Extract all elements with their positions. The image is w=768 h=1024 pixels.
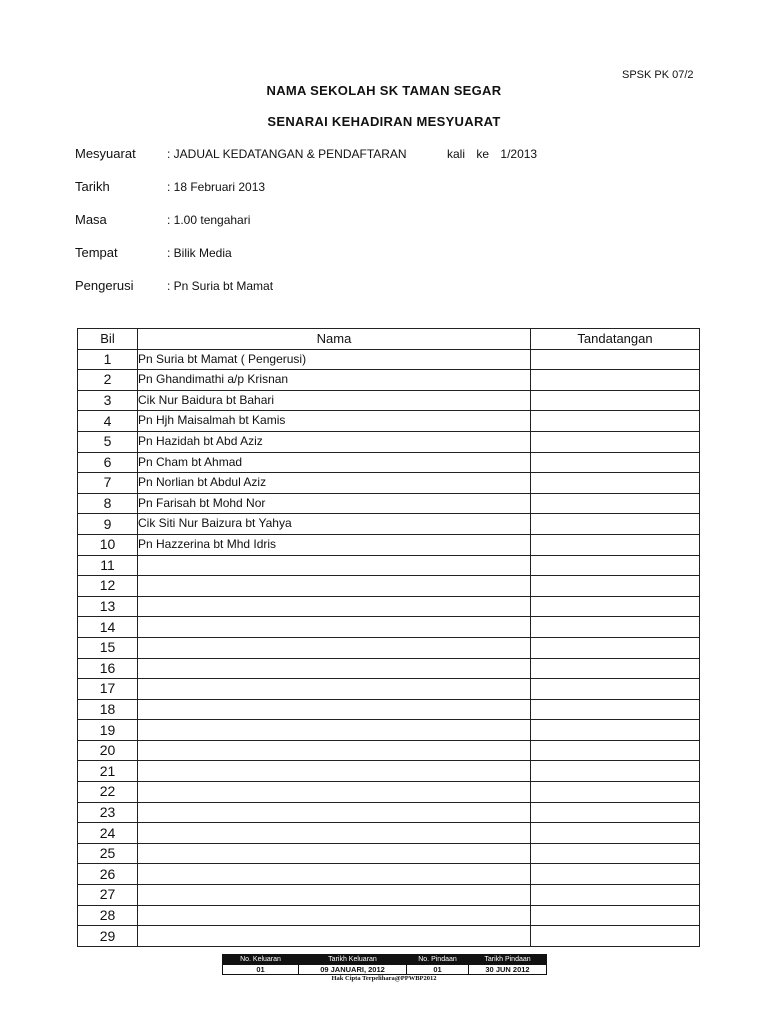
row-signature[interactable] <box>531 617 700 638</box>
row-signature[interactable] <box>531 864 700 885</box>
row-signature[interactable] <box>531 823 700 844</box>
venue-label: Tempat <box>75 245 118 260</box>
row-number: 20 <box>78 740 138 761</box>
table-row <box>78 885 700 906</box>
row-name <box>138 864 531 885</box>
table-row <box>78 431 700 452</box>
row-number: 8 <box>78 493 138 514</box>
table-row <box>78 843 700 864</box>
ke-label: ke <box>476 147 490 161</box>
chair-label: Pengerusi <box>75 278 134 293</box>
table-row <box>78 411 700 432</box>
row-number: 17 <box>78 679 138 700</box>
row-name: Cik Nur Baidura bt Bahari <box>138 390 531 411</box>
table-row <box>78 926 700 947</box>
attendance-table <box>77 328 700 947</box>
revision-value-row <box>223 965 547 975</box>
row-name <box>138 823 531 844</box>
table-row <box>78 740 700 761</box>
row-name <box>138 637 531 658</box>
table-row <box>78 493 700 514</box>
form-title: SENARAI KEHADIRAN MESYUARAT <box>267 114 501 129</box>
school-title: NAMA SEKOLAH SK TAMAN SEGAR <box>266 83 502 98</box>
row-number: 6 <box>78 452 138 473</box>
table-row <box>78 699 700 720</box>
table-row <box>78 473 700 494</box>
meeting-label: Mesyuarat <box>75 146 136 161</box>
row-name <box>138 617 531 638</box>
row-name <box>138 699 531 720</box>
row-signature[interactable] <box>531 390 700 411</box>
ke-value: 1/2013 <box>500 147 538 161</box>
row-signature[interactable] <box>531 720 700 741</box>
amendment-date-value: 30 JUN 2012 <box>469 965 547 975</box>
table-row <box>78 905 700 926</box>
issue-date-value: 09 JANUARI, 2012 <box>299 965 407 975</box>
row-name: Pn Hjh Maisalmah bt Kamis <box>138 411 531 432</box>
row-name <box>138 596 531 617</box>
amendment-date-header: Tarikh Pindaan <box>469 955 547 965</box>
row-number: 5 <box>78 431 138 452</box>
amendment-no-header: No. Pindaan <box>407 955 469 965</box>
table-row <box>78 452 700 473</box>
row-signature[interactable] <box>531 679 700 700</box>
row-number: 28 <box>78 905 138 926</box>
row-signature[interactable] <box>531 473 700 494</box>
header-bil: Bil <box>78 329 138 350</box>
row-number: 7 <box>78 473 138 494</box>
issue-no-header: No. Keluaran <box>223 955 299 965</box>
row-signature[interactable] <box>531 493 700 514</box>
row-signature[interactable] <box>531 658 700 679</box>
copyright-notice: Hak Cipta Terpelihara@PPWBP2012 <box>331 975 437 982</box>
row-signature[interactable] <box>531 596 700 617</box>
table-row <box>78 534 700 555</box>
table-row <box>78 596 700 617</box>
header-nama: Nama <box>138 329 531 350</box>
row-name: Pn Suria bt Mamat ( Pengerusi) <box>138 349 531 370</box>
table-row <box>78 782 700 803</box>
row-name: Pn Ghandimathi a/p Krisnan <box>138 370 531 391</box>
row-number: 10 <box>78 534 138 555</box>
row-number: 19 <box>78 720 138 741</box>
time-label: Masa <box>75 212 107 227</box>
time-value: : 1.00 tengahari <box>167 213 251 227</box>
row-number: 15 <box>78 637 138 658</box>
row-signature[interactable] <box>531 411 700 432</box>
row-signature[interactable] <box>531 431 700 452</box>
row-number: 1 <box>78 349 138 370</box>
row-signature[interactable] <box>531 576 700 597</box>
revision-header-row <box>223 955 547 965</box>
table-row <box>78 576 700 597</box>
row-signature[interactable] <box>531 782 700 803</box>
row-number: 24 <box>78 823 138 844</box>
row-number: 16 <box>78 658 138 679</box>
row-name: Cik Siti Nur Baizura bt Yahya <box>138 514 531 535</box>
revision-table <box>222 954 547 975</box>
table-row <box>78 720 700 741</box>
row-signature[interactable] <box>531 802 700 823</box>
table-row <box>78 761 700 782</box>
table-row <box>78 349 700 370</box>
row-signature[interactable] <box>531 885 700 906</box>
table-row <box>78 555 700 576</box>
meeting-value: : JADUAL KEDATANGAN & PENDAFTARAN <box>167 147 407 161</box>
row-number: 22 <box>78 782 138 803</box>
row-signature[interactable] <box>531 843 700 864</box>
table-row <box>78 617 700 638</box>
table-row <box>78 514 700 535</box>
row-signature[interactable] <box>531 370 700 391</box>
table-row <box>78 658 700 679</box>
date-label: Tarikh <box>75 179 110 194</box>
row-signature[interactable] <box>531 699 700 720</box>
table-row <box>78 637 700 658</box>
row-name <box>138 740 531 761</box>
table-row <box>78 390 700 411</box>
row-signature[interactable] <box>531 740 700 761</box>
row-name <box>138 905 531 926</box>
row-name: Pn Cham bt Ahmad <box>138 452 531 473</box>
table-row <box>78 823 700 844</box>
row-name: Pn Norlian bt Abdul Aziz <box>138 473 531 494</box>
row-number: 23 <box>78 802 138 823</box>
row-signature[interactable] <box>531 452 700 473</box>
meeting-count <box>447 145 545 163</box>
row-name <box>138 679 531 700</box>
row-name: Pn Hazidah bt Abd Aziz <box>138 431 531 452</box>
kali-label: kali <box>447 147 466 161</box>
row-number: 3 <box>78 390 138 411</box>
row-name <box>138 720 531 741</box>
row-signature[interactable] <box>531 905 700 926</box>
row-number: 2 <box>78 370 138 391</box>
row-signature[interactable] <box>531 349 700 370</box>
row-number: 12 <box>78 576 138 597</box>
row-number: 14 <box>78 617 138 638</box>
row-signature[interactable] <box>531 514 700 535</box>
table-row <box>78 802 700 823</box>
row-name <box>138 555 531 576</box>
row-number: 4 <box>78 411 138 432</box>
row-name <box>138 658 531 679</box>
table-row <box>78 370 700 391</box>
row-number: 26 <box>78 864 138 885</box>
row-name <box>138 761 531 782</box>
row-name <box>138 843 531 864</box>
row-number: 13 <box>78 596 138 617</box>
row-name <box>138 782 531 803</box>
row-name <box>138 802 531 823</box>
chair-value: : Pn Suria bt Mamat <box>167 279 274 293</box>
row-signature[interactable] <box>531 637 700 658</box>
row-number: 21 <box>78 761 138 782</box>
header-tandatangan: Tandatangan <box>531 329 700 350</box>
document-code: SPSK PK 07/2 <box>622 69 694 81</box>
table-header-row <box>78 329 700 350</box>
row-name <box>138 885 531 906</box>
amendment-no-value: 01 <box>407 965 469 975</box>
issue-date-header: Tarikh Keluaran <box>299 955 407 965</box>
row-number: 27 <box>78 885 138 906</box>
row-name <box>138 926 531 947</box>
row-signature[interactable] <box>531 761 700 782</box>
row-signature[interactable] <box>531 555 700 576</box>
row-name <box>138 576 531 597</box>
table-row <box>78 864 700 885</box>
row-name: Pn Hazzerina bt Mhd Idris <box>138 534 531 555</box>
row-number: 18 <box>78 699 138 720</box>
row-name: Pn Farisah bt Mohd Nor <box>138 493 531 514</box>
row-signature[interactable] <box>531 926 700 947</box>
venue-value: : Bilik Media <box>167 246 232 260</box>
row-number: 9 <box>78 514 138 535</box>
row-number: 25 <box>78 843 138 864</box>
table-row <box>78 679 700 700</box>
row-signature[interactable] <box>531 534 700 555</box>
row-number: 11 <box>78 555 138 576</box>
issue-no-value: 01 <box>223 965 299 975</box>
date-value: : 18 Februari 2013 <box>167 180 266 194</box>
row-number: 29 <box>78 926 138 947</box>
